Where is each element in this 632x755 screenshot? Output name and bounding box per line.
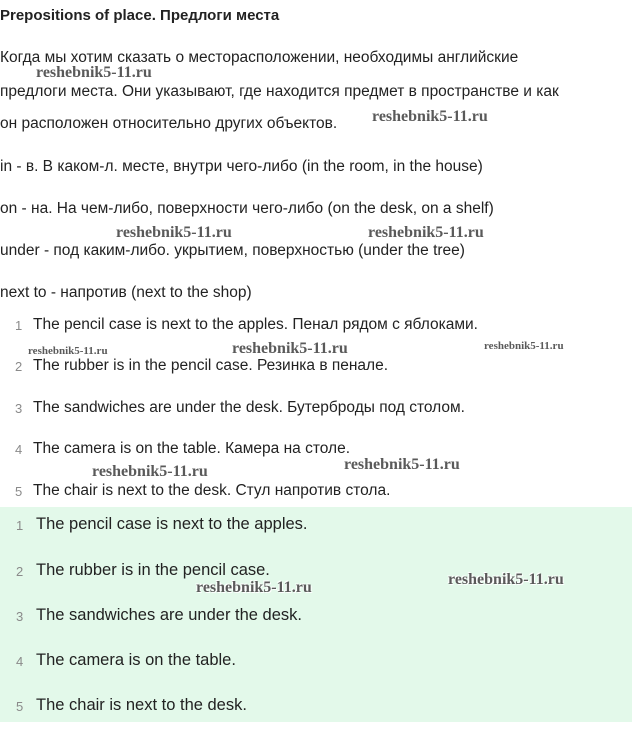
answer-number: 4	[16, 654, 24, 669]
page-title: Prepositions of place. Предлоги места	[0, 7, 280, 24]
definition-in: in - в. В каком-л. месте, внутри чего-либо (in the room, in the house)	[0, 158, 483, 175]
watermark: reshebnik5-11.ru	[116, 224, 232, 241]
list-item-number: 1	[15, 318, 23, 333]
answer-number: 2	[16, 564, 24, 579]
intro-line-2: предлоги места. Они указывают, где находится предмет в пространстве и как	[0, 83, 559, 100]
definition-next-to: next to - напротив (next to the shop)	[0, 284, 252, 301]
answer-number: 1	[16, 518, 24, 533]
intro-line-3: он расположен относительно других объектов.	[0, 115, 338, 132]
answer-item: The rubber is in the pencil case.	[36, 561, 270, 579]
list-item-number: 4	[15, 442, 23, 457]
definition-on: on - на. На чем-либо, поверхности чего-либо (on the desk, on a shelf)	[0, 200, 494, 217]
list-item-number: 5	[15, 484, 23, 499]
list-item-number: 3	[15, 401, 23, 416]
watermark: reshebnik5-11.ru	[344, 456, 460, 473]
watermark: reshebnik5-11.ru	[232, 340, 348, 357]
watermark: reshebnik5-11.ru	[448, 571, 564, 588]
list-item: The chair is next to the desk. Стул напротив стола.	[33, 482, 391, 499]
watermark: reshebnik5-11.ru	[484, 340, 564, 352]
answer-item: The pencil case is next to the apples.	[36, 515, 308, 533]
answer-item: The chair is next to the desk.	[36, 696, 247, 714]
watermark: reshebnik5-11.ru	[36, 64, 152, 81]
watermark: reshebnik5-11.ru	[368, 224, 484, 241]
definition-under: under - под каким-либо. укрытием, поверхностью (under the tree)	[0, 242, 465, 259]
answer-panel	[0, 507, 632, 722]
watermark: reshebnik5-11.ru	[92, 463, 208, 480]
list-item: The rubber is in the pencil case. Резинка в пенале.	[33, 357, 389, 374]
intro-line-1: Когда мы хотим сказать о месторасположении, необходимы английские	[0, 49, 519, 66]
list-item: The sandwiches are under the desk. Бутерброды под столом.	[33, 399, 465, 416]
answer-number: 5	[16, 699, 24, 714]
answer-item: The sandwiches are under the desk.	[36, 606, 302, 624]
watermark: reshebnik5-11.ru	[28, 345, 108, 357]
answer-number: 3	[16, 609, 24, 624]
list-item-number: 2	[15, 359, 23, 374]
list-item: The pencil case is next to the apples. Пенал рядом с яблоками.	[33, 316, 478, 333]
answer-item: The camera is on the table.	[36, 651, 236, 669]
watermark: reshebnik5-11.ru	[196, 579, 312, 596]
watermark: reshebnik5-11.ru	[372, 108, 488, 125]
list-item: The camera is on the table. Камера на столе.	[33, 440, 351, 457]
